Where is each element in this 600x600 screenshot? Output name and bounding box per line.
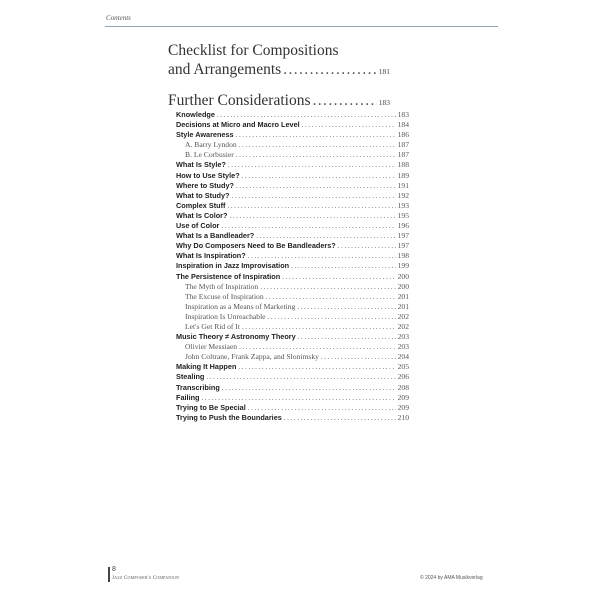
page-number: 200 (397, 271, 409, 281)
entry-title: Trying to Be Special (176, 402, 246, 412)
page-number: 201 (397, 291, 409, 301)
toc-entry[interactable] (176, 302, 409, 312)
leader-dots (236, 181, 396, 191)
toc-entry[interactable] (176, 120, 409, 130)
toc-entry-further-considerations[interactable] (168, 91, 390, 112)
entry-title: Where to Study? (176, 180, 234, 190)
entry-title: Further Considerations (168, 92, 311, 109)
page-number: 183 (378, 98, 390, 107)
leader-dots (291, 261, 395, 271)
page-number: 181 (378, 67, 390, 76)
toc-entry[interactable] (176, 332, 409, 342)
footer-copyright: © 2024 by AMA Musikverlag (420, 575, 483, 581)
toc-entry-checklist[interactable] (168, 41, 390, 81)
entry-title: Inspiration Is Unreachable (185, 311, 266, 321)
leader-dots (236, 130, 396, 140)
page-number: 210 (397, 412, 409, 422)
toc-entry[interactable] (176, 292, 409, 302)
toc-entry[interactable] (176, 191, 409, 201)
entry-title: How to Use Style? (176, 170, 240, 180)
leader-dots (268, 312, 396, 322)
footer-page-number: 8 (112, 566, 116, 573)
entry-title-line2: and Arrangements (168, 61, 282, 78)
entry-title: Trying to Push the Boundaries (176, 412, 282, 422)
leader-dots (321, 352, 396, 362)
page-number: 188 (397, 160, 409, 170)
leader-dots (221, 221, 395, 231)
leader-dots (227, 201, 395, 211)
toc-entry[interactable] (176, 251, 409, 261)
footer-bar (108, 567, 110, 582)
page-number: 202 (397, 321, 409, 331)
leader-dots (256, 231, 395, 241)
toc-entry[interactable] (176, 171, 409, 181)
entry-title: What Is Color? (176, 210, 228, 220)
leader-dots (239, 342, 396, 352)
page-number: 209 (397, 402, 409, 412)
toc-entry[interactable] (176, 150, 409, 160)
page-number: 206 (397, 372, 409, 382)
toc-subentries (176, 110, 409, 423)
page-number: 187 (397, 150, 409, 160)
toc-entry[interactable] (176, 231, 409, 241)
toc-entry[interactable] (176, 372, 409, 382)
leader-dots (242, 171, 396, 181)
leader-dots (202, 393, 396, 403)
toc-entry[interactable] (176, 312, 409, 322)
page-number: 183 (397, 110, 409, 119)
page-number: 193 (397, 200, 409, 210)
toc-entry[interactable] (176, 110, 409, 120)
toc-entry[interactable] (176, 181, 409, 191)
page-number: 197 (397, 231, 409, 241)
leader-dots (228, 160, 396, 170)
toc-entry[interactable] (176, 322, 409, 332)
leader-dots (297, 302, 395, 312)
page-number: 186 (397, 130, 409, 140)
leader-dots (217, 110, 396, 120)
toc-entry[interactable] (176, 362, 409, 372)
toc-entry[interactable] (176, 413, 409, 423)
page-number: 184 (397, 120, 409, 130)
entry-title: What Is a Bandleader? (176, 231, 255, 241)
leader-dots (282, 272, 395, 282)
toc-entry[interactable] (176, 393, 409, 403)
toc-entry[interactable] (176, 403, 409, 413)
page-number: 187 (397, 140, 409, 150)
page-number: 189 (397, 170, 409, 180)
entry-title-line1: Checklist for Compositions (168, 42, 339, 59)
page-number: 204 (397, 352, 409, 362)
page-number: 196 (397, 221, 409, 231)
entry-title: Use of Color (176, 221, 220, 231)
leader-dots (313, 91, 377, 110)
entry-title: Why Do Composers Need to Be Bandleaders? (176, 241, 336, 251)
entry-title: Inspiration as a Means of Marketing (185, 301, 296, 311)
entry-title: The Persistence of Inspiration (176, 271, 281, 281)
leader-dots (206, 372, 395, 382)
entry-title: What Is Inspiration? (176, 251, 246, 261)
entry-title: Making It Happen (176, 362, 237, 372)
entry-title: Knowledge (176, 110, 215, 119)
entry-title: Stealing (176, 372, 205, 382)
toc-entry[interactable] (176, 130, 409, 140)
leader-dots (283, 60, 377, 79)
leader-dots (239, 140, 396, 150)
entry-title: Failing (176, 392, 200, 402)
leader-dots (284, 413, 396, 423)
header-rule (105, 26, 498, 27)
leader-dots (248, 251, 396, 261)
page-number: 203 (397, 342, 409, 352)
entry-title: What to Study? (176, 190, 230, 200)
entry-title: What Is Style? (176, 160, 226, 170)
footer-book-title: Jazz Composer's Companion (112, 576, 180, 581)
page-number: 192 (397, 190, 409, 200)
page-number: 199 (397, 261, 409, 271)
toc-entry[interactable] (176, 342, 409, 352)
toc-entry[interactable] (176, 221, 409, 231)
page-number: 209 (397, 392, 409, 402)
running-header: Contents (106, 14, 131, 22)
toc-entry[interactable] (176, 282, 409, 292)
leader-dots (248, 403, 396, 413)
toc-entry[interactable] (176, 241, 409, 251)
leader-dots (302, 120, 396, 130)
leader-dots (229, 211, 395, 221)
leader-dots (338, 241, 396, 251)
leader-dots (266, 292, 396, 302)
leader-dots (260, 282, 395, 292)
entry-title: The Excuse of Inspiration (185, 291, 264, 301)
entry-title: John Coltrane, Frank Zappa, and Slonimsky (185, 352, 319, 362)
page-number: 208 (397, 382, 409, 392)
entry-title: The Myth of Inspiration (185, 281, 259, 291)
entry-title: Inspiration in Jazz Improvisation (176, 261, 290, 271)
entry-title: Complex Stuff (176, 200, 226, 210)
toc-entry[interactable] (176, 352, 409, 362)
page-number: 191 (397, 180, 409, 190)
entry-title: Let's Get Rid of It (185, 321, 240, 331)
toc-entry[interactable] (176, 201, 409, 211)
page-number: 195 (397, 210, 409, 220)
toc-entry[interactable] (176, 160, 409, 170)
page-number: 205 (397, 362, 409, 372)
page-number: 200 (397, 281, 409, 291)
leader-dots (236, 150, 396, 160)
page-number: 197 (397, 241, 409, 251)
leader-dots (222, 383, 396, 393)
page-number: 198 (397, 251, 409, 261)
entry-title: Decisions at Micro and Macro Level (176, 120, 300, 130)
page-number: 201 (397, 301, 409, 311)
leader-dots (242, 322, 396, 332)
page-number: 202 (397, 311, 409, 321)
entry-title: Transcribing (176, 382, 220, 392)
page-number: 203 (397, 332, 409, 342)
leader-dots (232, 191, 396, 201)
entry-title: Style Awareness (176, 130, 234, 140)
entry-title: A. Barry Lyndon (185, 140, 237, 150)
toc-entry[interactable] (176, 272, 409, 282)
entry-title: Music Theory ≠ Astronomy Theory (176, 332, 296, 342)
toc-entry[interactable] (176, 140, 409, 150)
toc-entry[interactable] (176, 383, 409, 393)
entry-title: B. Le Corbusier (185, 150, 234, 160)
toc-entry[interactable] (176, 261, 409, 271)
toc-entry[interactable] (176, 211, 409, 221)
leader-dots (238, 362, 395, 372)
leader-dots (298, 332, 396, 342)
entry-title: Olivier Messiaen (185, 342, 238, 352)
